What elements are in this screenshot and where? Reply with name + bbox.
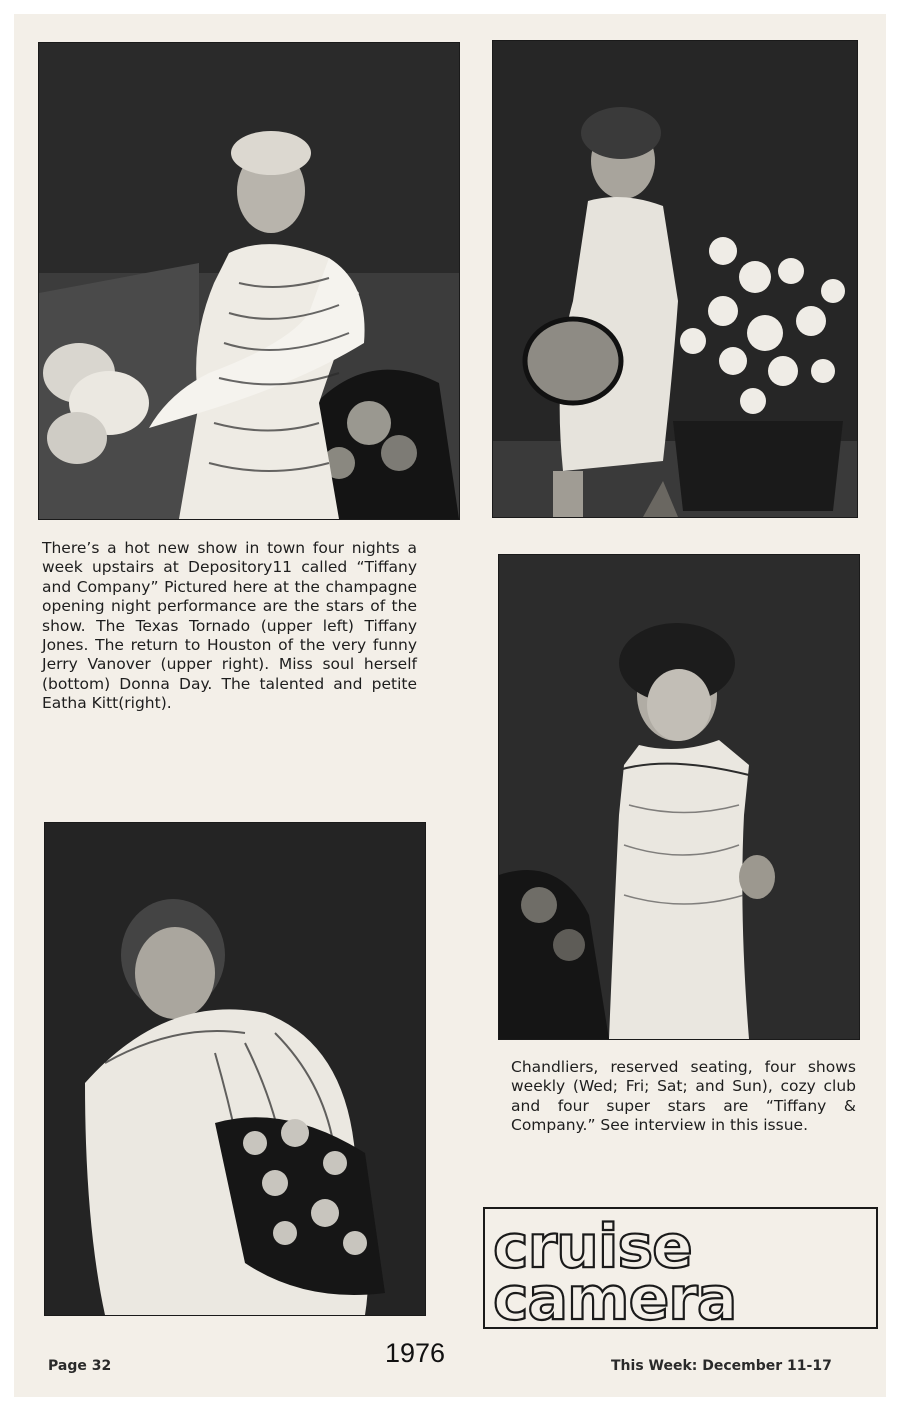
issue-date: This Week: December 11-17 — [611, 1358, 832, 1374]
cruise-camera-logo — [483, 1207, 878, 1329]
photo-donna-day — [44, 822, 426, 1316]
secondary-caption: Chandliers, reserved seating, four shows weekly (Wed; Fri; Sat; and Sun), cozy club and four super stars are “Tiffany & Company.” See interview in this issue. — [511, 1058, 856, 1135]
photo-jerry-vanover — [492, 40, 858, 518]
photo-tiffany-jones — [38, 42, 460, 520]
magazine-page — [14, 14, 886, 1397]
page-number: Page 32 — [48, 1358, 112, 1374]
logo-line-cruise: cruise — [493, 1212, 692, 1282]
year-label: 1976 — [385, 1338, 446, 1368]
photo-eatha-kitt — [498, 554, 860, 1040]
logo-line-camera: camera — [493, 1264, 737, 1326]
main-caption: There’s a hot new show in town four nights a week upstairs at Depository11 called “Tiffany and Company” Pictured here at the champagne opening night performance are the stars of the show. The Texas Tornado (upper left) Tiffany Jones. The return to Houston of the very funny Jerry Vanover (upper right). Miss soul herself (bottom) Donna Day. The talented and petite Eatha Kitt(right). — [42, 539, 417, 713]
